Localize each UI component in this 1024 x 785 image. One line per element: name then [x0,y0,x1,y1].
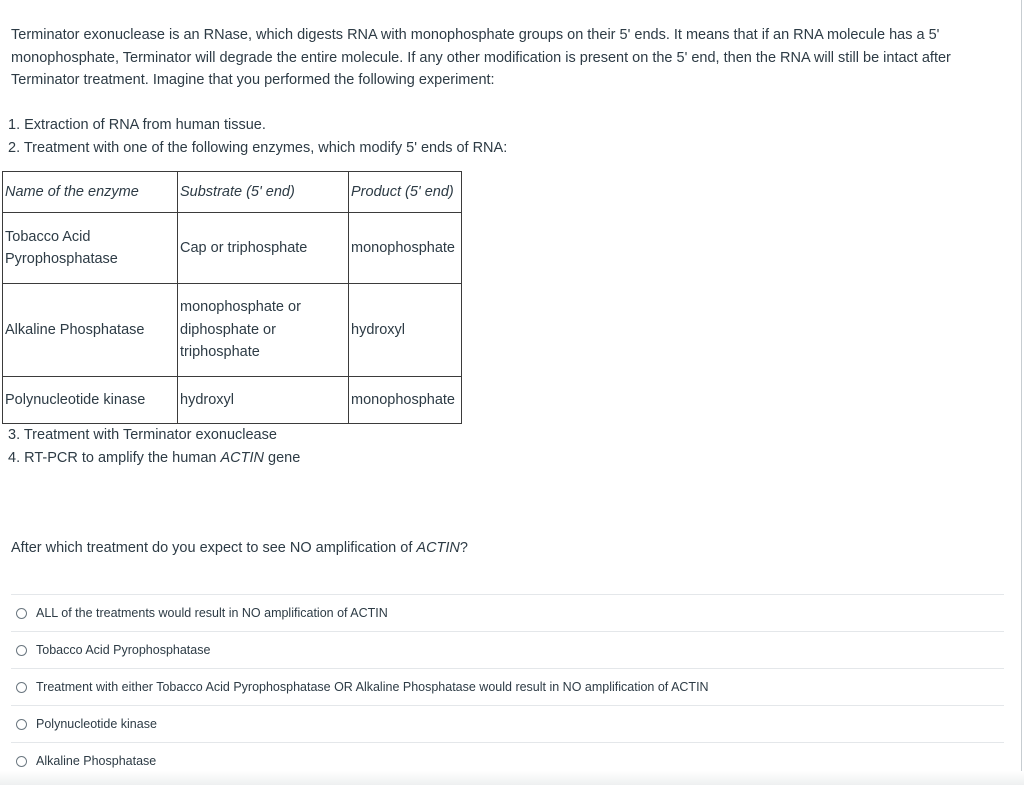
answer-option-kinase[interactable] [11,705,1004,742]
table-row [3,213,462,284]
cell-product: monophosphate [349,213,462,284]
radio-button[interactable] [16,608,27,619]
step-4-suffix: gene [264,449,301,466]
experiment-steps-continued [8,424,300,469]
step-4-prefix: 4. RT-PCR to amplify the human [8,449,221,466]
experiment-steps [8,114,507,159]
radio-button[interactable] [16,756,27,767]
cell-enzyme-name: Tobacco Acid Pyrophosphatase [3,213,178,284]
answer-label: ALL of the treatments would result in NO amplification of ACTIN [36,606,388,620]
question-prompt [11,540,468,556]
prompt-gene: ACTIN [416,540,460,556]
question-intro: Terminator exonuclease is an RNase, which digests RNA with monophosphate groups on their 5' ends. It means that if an RNA molecule has a 5' monophosphate, Terminator will degrade the entire molecule. If any other modification is present on the 5' end, then the RNA will still be intact after Terminator treatment. Imagine that you performed the following experiment: [11,27,951,88]
cell-enzyme-name: Alkaline Phosphatase [3,284,178,377]
table-row [3,284,462,377]
enzyme-table [2,171,462,424]
page-edge-rule [1021,0,1022,785]
prompt-prefix: After which treatment do you expect to see NO amplification of [11,540,417,556]
table-row [3,377,462,424]
answer-label: Alkaline Phosphatase [36,754,157,768]
answer-label: Polynucleotide kinase [36,717,157,731]
radio-button[interactable] [16,719,27,730]
step-1: 1. Extraction of RNA from human tissue. [8,117,266,133]
answer-label: Tobacco Acid Pyrophosphatase [36,643,211,657]
radio-button[interactable] [16,645,27,656]
answer-list [11,594,1004,779]
header-substrate: Substrate (5' end) [178,172,349,213]
answer-option-tobacco[interactable] [11,631,1004,668]
answer-option-all[interactable] [11,594,1004,631]
bottom-fade [0,771,1024,785]
step-3: 3. Treatment with Terminator exonuclease [8,427,277,443]
cell-enzyme-name: Polynucleotide kinase [3,377,178,424]
cell-substrate: Cap or triphosphate [178,213,349,284]
prompt-suffix: ? [459,540,468,556]
cell-product: monophosphate [349,377,462,424]
step-4-gene: ACTIN [220,449,264,466]
header-enzyme-name: Name of the enzyme [3,172,178,213]
step-4 [8,447,300,470]
answer-label: Treatment with either Tobacco Acid Pyrophosphatase OR Alkaline Phosphatase would result in NO amplification of ACTIN [36,680,709,694]
question-body [11,24,1001,92]
cell-substrate: hydroxyl [178,377,349,424]
radio-button[interactable] [16,682,27,693]
cell-product: hydroxyl [349,284,462,377]
header-product: Product (5' end) [349,172,462,213]
answer-option-either[interactable] [11,668,1004,705]
cell-substrate: monophosphate or diphosphate or triphosphate [178,284,349,377]
step-2: 2. Treatment with one of the following enzymes, which modify 5' ends of RNA: [8,139,508,156]
